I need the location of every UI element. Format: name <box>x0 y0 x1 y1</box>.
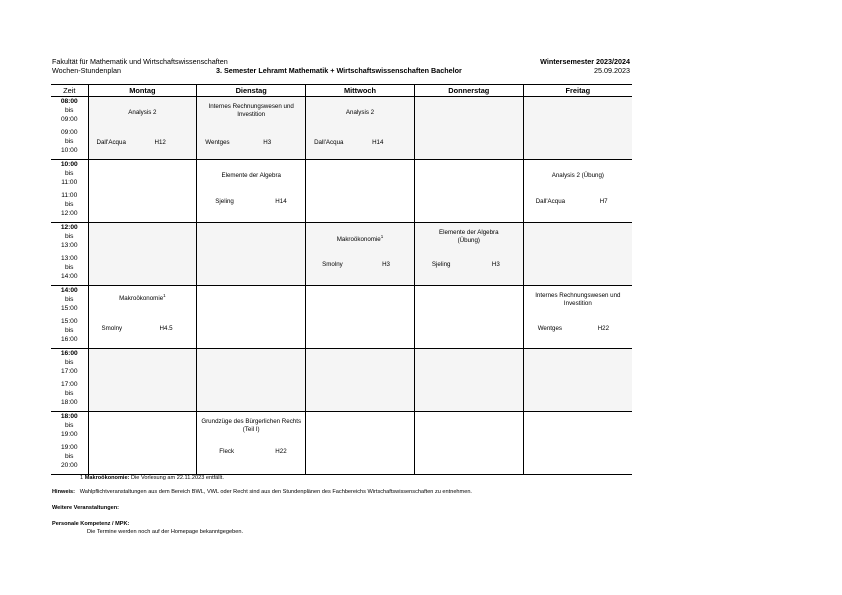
room: H12 <box>154 139 166 146</box>
lecturer: Smolny <box>101 325 123 332</box>
faculty-name: Fakultät für Mathematik und Wirtschaftswissenschaften <box>52 57 228 66</box>
lecturer: Dall'Acqua <box>314 139 344 146</box>
col-freitag: Freitag <box>523 85 632 97</box>
date-label: 25.09.2023 <box>594 66 630 75</box>
room: H3 <box>491 261 500 268</box>
footnote-label: Makroökonomie: <box>84 475 130 481</box>
empty-cell <box>197 349 306 381</box>
empty-cell <box>88 223 197 255</box>
footnote <box>80 475 224 481</box>
empty-cell <box>523 223 632 255</box>
room: H4.5 <box>159 325 173 332</box>
course-title: Analysis 2 <box>128 108 157 116</box>
table-row <box>51 317 632 349</box>
col-dienstag: Dienstag <box>197 85 306 97</box>
course-cell <box>414 254 523 286</box>
table-row <box>51 286 632 318</box>
empty-cell <box>414 286 523 318</box>
lecturer: Wentges <box>205 139 230 146</box>
empty-cell <box>523 412 632 444</box>
time-slot: 10:00 bis 11:00 <box>60 161 78 186</box>
course-cell <box>523 317 632 349</box>
lecturer: Wentges <box>537 325 562 332</box>
course-cell <box>523 160 632 192</box>
col-mittwoch: Mittwoch <box>306 85 415 97</box>
empty-cell <box>414 412 523 444</box>
time-slot: 15:00 bis 16:00 <box>51 317 88 349</box>
course-cell <box>88 97 197 129</box>
footnote-text: Die Vorlesung am 22.11.2023 entfällt. <box>131 475 224 481</box>
course-cell <box>414 223 523 255</box>
lecturer: Sjeling <box>215 198 234 205</box>
empty-cell <box>88 380 197 412</box>
table-row <box>51 191 632 223</box>
empty-cell <box>197 286 306 318</box>
room: H3 <box>382 261 391 268</box>
time-slot: 14:00 bis 15:00 <box>60 287 78 312</box>
room: H14 <box>275 198 287 205</box>
empty-cell <box>414 97 523 129</box>
course-cell <box>197 160 306 192</box>
time-slot: 09:00 bis 10:00 <box>51 128 88 160</box>
time-slot: 12:00 bis 13:00 <box>51 223 88 255</box>
course-cell <box>306 254 415 286</box>
empty-cell <box>197 223 306 255</box>
course-title: Internes Rechnungswesen und Investition <box>535 292 621 307</box>
empty-cell <box>414 317 523 349</box>
course-cell <box>306 97 415 129</box>
room: H7 <box>599 198 608 205</box>
course-title: Grundzüge des Bürgerlichen Rechts (Teil I) <box>201 418 302 433</box>
time-slot: 16:00 bis 17:00 <box>51 349 88 381</box>
personal-heading: Personale Kompetenz / MPK: <box>52 521 130 527</box>
course-title: Makroökonomie$^1$ <box>119 293 166 303</box>
empty-cell <box>414 443 523 475</box>
hinweis-note <box>52 489 472 495</box>
timetable <box>51 84 632 475</box>
hinweis-label: Hinweis: <box>52 489 76 495</box>
course-cell <box>88 128 197 160</box>
table-row <box>51 443 632 475</box>
time-slot: 08:00 bis 09:00 <box>51 97 88 129</box>
empty-cell <box>523 97 632 129</box>
empty-cell <box>414 160 523 192</box>
empty-cell <box>414 349 523 381</box>
col-donnerstag: Donnerstag <box>414 85 523 97</box>
weitere-heading: Weitere Veranstaltungen: <box>52 505 120 511</box>
course-title: Analysis 2 (Übung) <box>551 171 604 179</box>
empty-cell <box>88 443 197 475</box>
empty-cell <box>523 254 632 286</box>
lecturer: Fleck <box>219 448 235 455</box>
empty-cell <box>414 128 523 160</box>
room: H3 <box>263 139 272 146</box>
empty-cell <box>306 380 415 412</box>
course-title: Makroökonomie$^1$ <box>336 234 384 244</box>
room: H14 <box>372 139 384 146</box>
empty-cell <box>306 443 415 475</box>
course-cell <box>88 317 197 349</box>
course-title: Elemente der Algebra <box>221 171 281 179</box>
time-slot: 17:00 bis 18:00 <box>51 380 88 412</box>
room: H22 <box>275 448 287 455</box>
footnote-number: 1 <box>80 475 84 481</box>
empty-cell <box>523 128 632 160</box>
course-cell <box>197 412 306 444</box>
empty-cell <box>306 349 415 381</box>
table-row <box>51 128 632 160</box>
course-cell <box>88 286 197 318</box>
course-title: Elemente der Algebra (Übung) <box>439 229 499 244</box>
time-slot: 11:00 bis 12:00 <box>51 191 88 223</box>
empty-cell <box>306 317 415 349</box>
course-title: Analysis 2 <box>345 108 375 116</box>
empty-cell <box>197 317 306 349</box>
col-zeit: Zeit <box>51 85 88 97</box>
empty-cell <box>88 412 197 444</box>
empty-cell <box>523 349 632 381</box>
semester-label: Wintersemester 2023/2024 <box>540 57 630 66</box>
empty-cell <box>306 191 415 223</box>
program-title: 3. Semester Lehramt Mathematik + Wirtschaftswissenschaften Bachelor <box>216 66 462 75</box>
empty-cell <box>88 349 197 381</box>
hinweis-text: Wahlpflichtveranstaltungen aus dem Bereich BWL, VWL oder Recht sind aus den Stundenplänen des Fachbereichs Wirtschaftswissenschaften zu entnehmen. <box>79 489 472 495</box>
col-montag: Montag <box>88 85 197 97</box>
empty-cell <box>523 443 632 475</box>
table-row <box>51 223 632 255</box>
lecturer: Sjeling <box>431 261 451 268</box>
time-slot: 18:00 bis 19:00 <box>60 413 78 438</box>
course-cell <box>306 128 415 160</box>
empty-cell <box>88 191 197 223</box>
lecturer: Smolny <box>322 261 343 268</box>
empty-cell <box>523 380 632 412</box>
course-cell <box>197 97 306 129</box>
plan-type: Wochen-Stundenplan <box>52 66 121 75</box>
table-row <box>51 349 632 381</box>
course-cell <box>523 286 632 318</box>
table-row <box>51 97 632 129</box>
personal-text: Die Termine werden noch auf der Homepage bekanntgegeben. <box>87 529 244 535</box>
empty-cell <box>197 254 306 286</box>
course-title: Internes Rechnungswesen und Investition <box>208 103 294 118</box>
empty-cell <box>414 380 523 412</box>
empty-cell <box>306 160 415 192</box>
empty-cell <box>88 254 197 286</box>
time-slot: 13:00 bis 14:00 <box>51 254 88 286</box>
room: H22 <box>597 325 610 332</box>
course-cell <box>197 128 306 160</box>
empty-cell <box>88 160 197 192</box>
course-cell <box>306 223 415 255</box>
empty-cell <box>306 412 415 444</box>
empty-cell <box>197 380 306 412</box>
time-slot: 19:00 bis 20:00 <box>51 443 88 475</box>
course-cell <box>523 191 632 223</box>
course-cell <box>197 443 306 475</box>
empty-cell <box>306 286 415 318</box>
table-row <box>51 380 632 412</box>
table-row <box>51 412 632 444</box>
lecturer: Dall'Acqua <box>96 139 126 146</box>
lecturer: Dall'Acqua <box>535 198 566 205</box>
empty-cell <box>414 191 523 223</box>
table-row <box>51 160 632 192</box>
table-row <box>51 254 632 286</box>
course-cell <box>197 191 306 223</box>
